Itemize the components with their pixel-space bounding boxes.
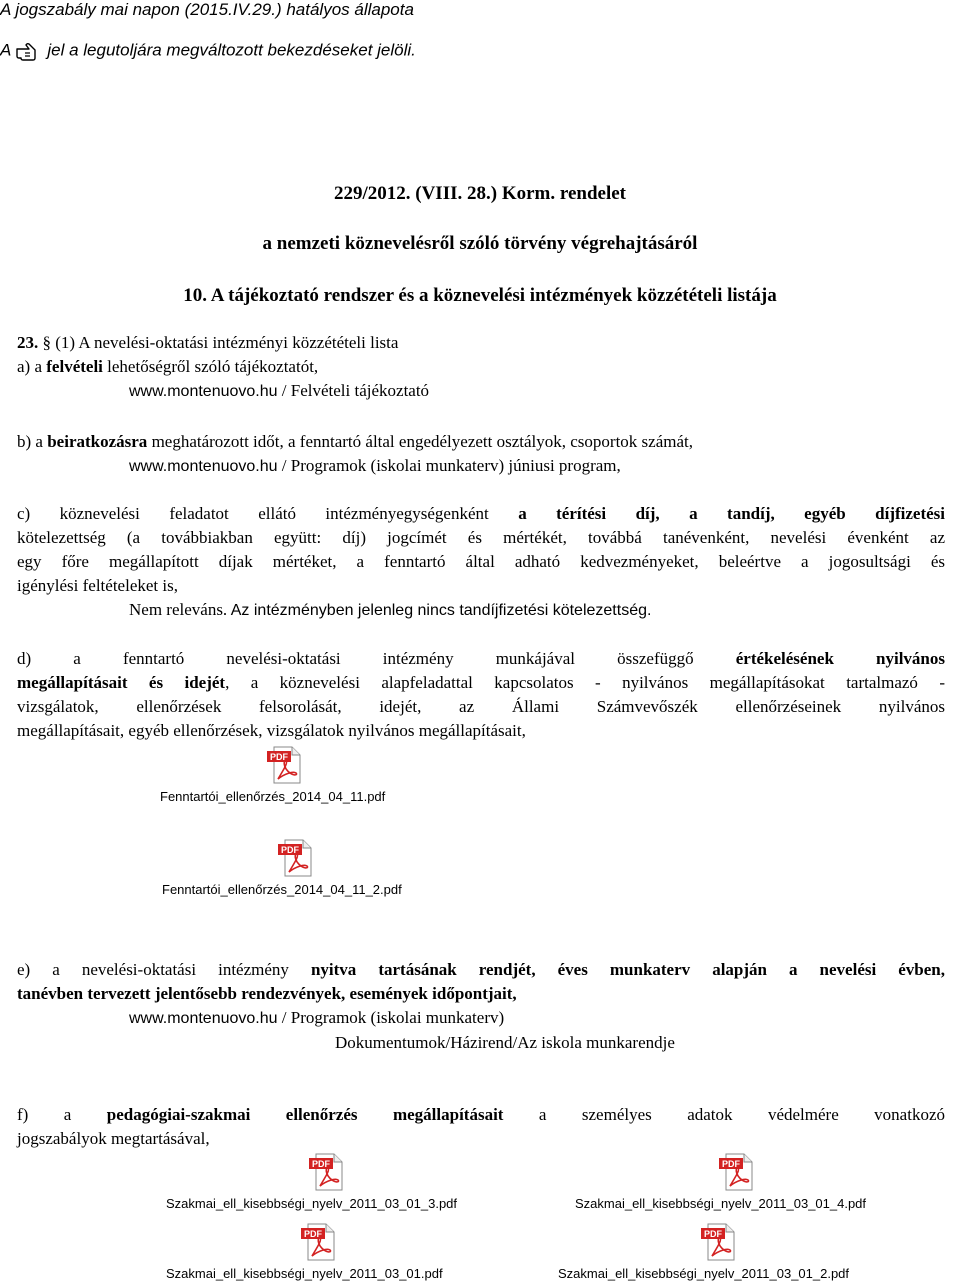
file-link[interactable]: Fenntartói_ellenőrzés_2014_04_11_2.pdf [162,882,402,897]
website-link[interactable]: www.montenuovo.hu [129,383,278,400]
pdf-label: PDF [312,1159,330,1169]
menu-path: / Felvételi tájékoztató [277,381,430,400]
pdf-icon[interactable] [718,1152,758,1192]
file-link[interactable]: Fenntartói_ellenőrzés_2014_04_11.pdf [160,789,386,804]
item-f-line2: jogszabályok megtartásával, [17,1129,210,1148]
file-link[interactable]: Szakmai_ell_kisebbségi_nyelv_2011_03_01.pdf [166,1266,443,1281]
pdf-icon[interactable] [277,838,317,878]
chapter-title: 10. A tájékoztató rendszer és a köznevelési intézmények közzétételi listája [183,285,777,306]
item-e-bold-2: tanévben tervezett jelentősebb rendezvények, események időpontjait, [17,984,517,1003]
file-link[interactable]: Szakmai_ell_kisebbségi_nyelv_2011_03_01_4.pdf [575,1196,867,1211]
file-link[interactable]: Szakmai_ell_kisebbségi_nyelv_2011_03_01_2.pdf [558,1266,850,1281]
item-d-text: d) a fenntartó nevelési-oktatási intézmény munkájával összefüggő [17,649,694,668]
pdf-label: PDF [722,1159,740,1169]
item-e-bold: nyitva tartásának rendjét, éves munkaterv alapján a nevelési évben, [310,960,946,979]
pdf-label: PDF [304,1229,322,1239]
documents-path: Dokumentumok/Házirend/Az iskola munkarendje [335,1033,675,1052]
item-c-text: c) köznevelési feladatot ellátó intézményegységenként [17,504,489,523]
item-d-line3: vizsgálatok, ellenőrzések felsorolását, idejét, az Állami Számvevőszék ellenőrzéseinek nyilvános [17,697,945,716]
item-e [17,958,945,1055]
menu-path: / Programok (iskolai munkaterv) [277,1008,505,1027]
item-c-note: Nem releváns. [129,600,228,619]
pdf-icon[interactable] [300,1222,340,1262]
item-f-text: a személyes adatok védelmére vonatkozó [538,1105,945,1124]
item-b-prefix: b) a [17,432,43,451]
item-b-bold: beiratkozásra [47,432,148,451]
pdf-icon[interactable] [266,745,306,785]
item-d-line2: , a köznevelési alapfeladattal kapcsolatos - nyilvános megállapításokat tartalmazó - [225,673,945,692]
section-23 [17,331,945,404]
item-f [17,1103,945,1151]
item-f-bold: pedagógiai-szakmai ellenőrzés megállapításait [106,1105,504,1124]
item-a-text: lehetőségről szóló tájékoztatót, [107,357,319,376]
pdf-icon[interactable] [700,1222,740,1262]
section-sign: § [42,333,51,352]
item-d [17,647,945,743]
pdf-label: PDF [281,845,299,855]
item-b [17,430,945,479]
item-b-text: meghatározott időt, a fenntartó által engedélyezett osztályok, csoportok számát, [151,432,693,451]
item-d-line4: megállapításait, egyéb ellenőrzések, vizsgálatok nyilvános megállapításait, [17,721,526,740]
item-c-line3: egy főre megállapított díjak mértéket, a fenntartó által adható kedvezményeket, beleértve a jogosultsági és [17,552,945,571]
item-a-prefix: a) a [17,357,43,376]
item-d-bold: értékelésének nyilvános [735,649,946,668]
item-c-line2: kötelezettség (a továbbiakban együtt: díj) jogcímét és mértékét, továbbá tanévenként, nevelési évenként az [17,528,945,547]
change-marker-note [0,40,416,62]
menu-path: / Programok (iskolai munkaterv) júniusi program, [277,456,621,475]
section-intro: (1) A nevelési-oktatási intézményi közzétételi lista [55,333,399,352]
item-a-bold: felvételi [46,357,103,376]
website-link[interactable]: www.montenuovo.hu [129,1010,278,1027]
file-link[interactable]: Szakmai_ell_kisebbségi_nyelv_2011_03_01_3.pdf [166,1196,458,1211]
decree-subtitle: a nemzeti köznevelésről szóló törvény végrehajtásáról [262,233,698,254]
item-f-prefix: f) a [17,1105,72,1124]
pdf-label: PDF [270,752,288,762]
website-link[interactable]: www.montenuovo.hu [129,458,278,475]
item-c-bold: a térítési díj, a tandíj, egyéb díjfizetési [518,504,946,523]
marker-prefix: A [0,40,12,60]
pointing-hand-icon [15,40,43,62]
section-number: 23. [17,333,39,352]
pdf-icon[interactable] [308,1152,348,1192]
item-e-text: e) a nevelési-oktatási intézmény [17,960,289,979]
item-c-note-detail: Az intézményben jelenleg nincs tandíjfizetési kötelezettség. [227,602,652,619]
item-c [17,502,945,623]
decree-title: 229/2012. (VIII. 28.) Korm. rendelet [333,183,626,204]
pdf-label: PDF [704,1229,722,1239]
item-d-bold-2: megállapításait és idejét [17,673,226,692]
item-c-line4: igénylési feltételeket is, [17,576,178,595]
validity-note: A jogszabály mai napon (2015.IV.29.) hatályos állapota [0,0,414,19]
marker-text: jel a legutoljára megváltozott bekezdéseket jelöli. [47,40,416,60]
